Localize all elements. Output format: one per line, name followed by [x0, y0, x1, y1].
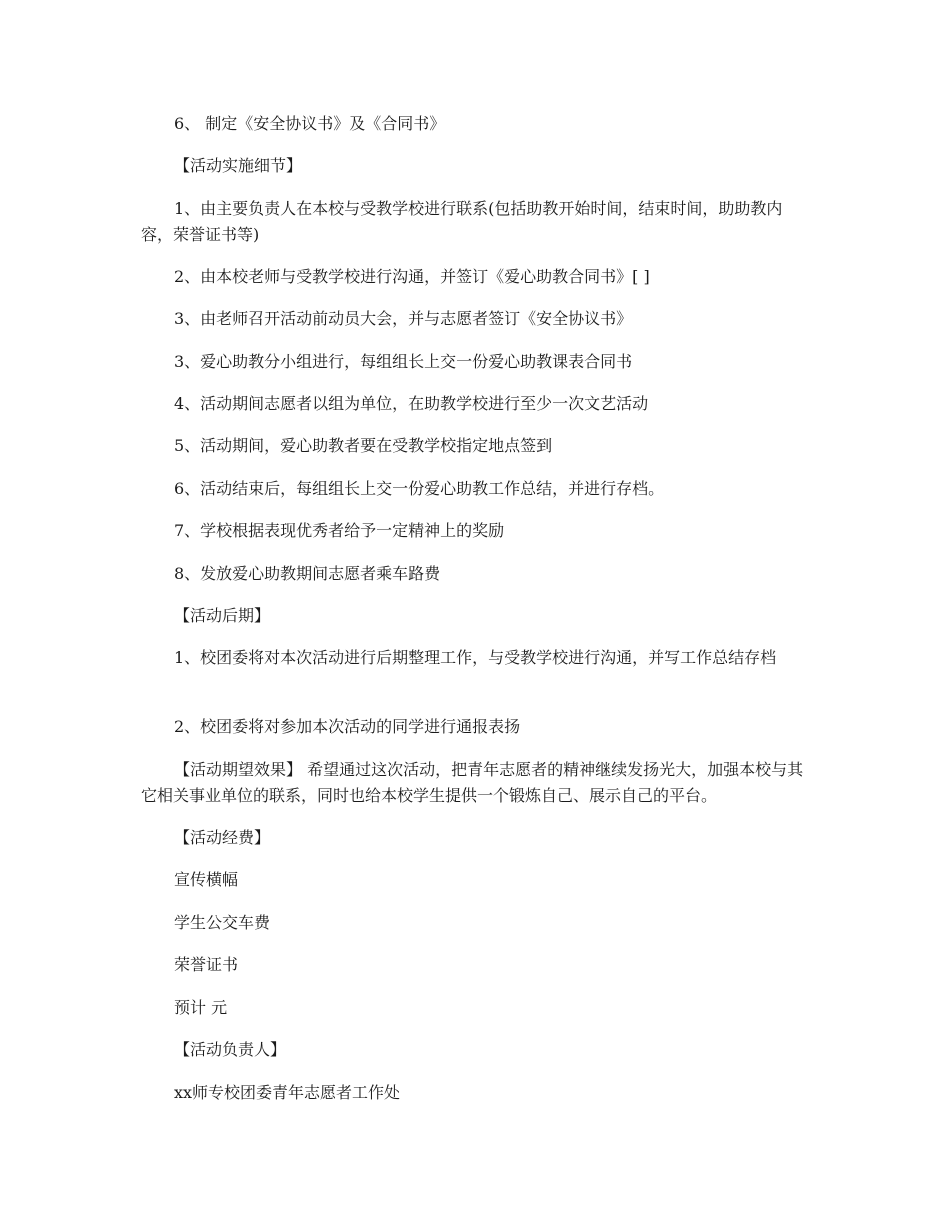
paragraph-detail-7: 7、学校根据表现优秀者给予一定精神上的奖励 — [174, 521, 505, 540]
paragraph-expected-effect: 【活动期望效果】 希望通过这次活动，把青年志愿者的精神继续发扬光大，加强本校与其它相关事业单位的联系，同时也给本校学生提供一个锻炼自己、展示自己的平台。 — [141, 760, 804, 805]
paragraph-detail-6: 6、活动结束后，每组组长上交一份爱心助教工作总结，并进行存档。 — [174, 479, 665, 498]
paragraph-later-2: 2、校团委将对参加本次活动的同学进行通报表扬 — [174, 717, 521, 736]
paragraph-detail-5: 5、活动期间，爱心助教者要在受教学校指定地点签到 — [174, 436, 553, 455]
section-heading-budget: 【活动经费】 — [174, 828, 271, 847]
budget-estimate: 预计 元 — [174, 998, 228, 1017]
paragraph-later-1: 1、校团委将对本次活动进行后期整理工作，与受教学校进行沟通，并写工作总结存档 — [174, 648, 777, 667]
paragraph-detail-3a: 3、由老师召开活动前动员大会，并与志愿者签订《安全协议书》 — [174, 309, 633, 328]
section-heading-organizer: 【活动负责人】 — [174, 1040, 287, 1059]
paragraph-detail-1: 1、由主要负责人在本校与受教学校进行联系(包括助教开始时间，结束时间，助助教内容，荣誉证书等) — [141, 199, 783, 244]
paragraph-detail-4: 4、活动期间志愿者以组为单位，在助教学校进行至少一次文艺活动 — [174, 394, 649, 413]
section-heading-later-stage: 【活动后期】 — [174, 606, 271, 625]
paragraph-detail-2: 2、由本校老师与受教学校进行沟通，并签订《爱心助教合同书》[ ] — [174, 267, 650, 286]
section-heading-implementation: 【活动实施细节】 — [174, 156, 303, 175]
paragraph-item-6: 6、 制定《安全协议书》及《合同书》 — [174, 114, 446, 133]
budget-item-banner: 宣传横幅 — [174, 870, 239, 889]
paragraph-detail-3b: 3、爱心助教分小组进行，每组组长上交一份爱心助教课表合同书 — [174, 352, 633, 371]
organizer-name: xx师专校团委青年志愿者工作处 — [174, 1083, 401, 1102]
budget-item-certificate: 荣誉证书 — [174, 955, 239, 974]
budget-item-bus-fare: 学生公交车费 — [174, 913, 271, 932]
paragraph-detail-8: 8、发放爱心助教期间志愿者乘车路费 — [174, 564, 441, 583]
